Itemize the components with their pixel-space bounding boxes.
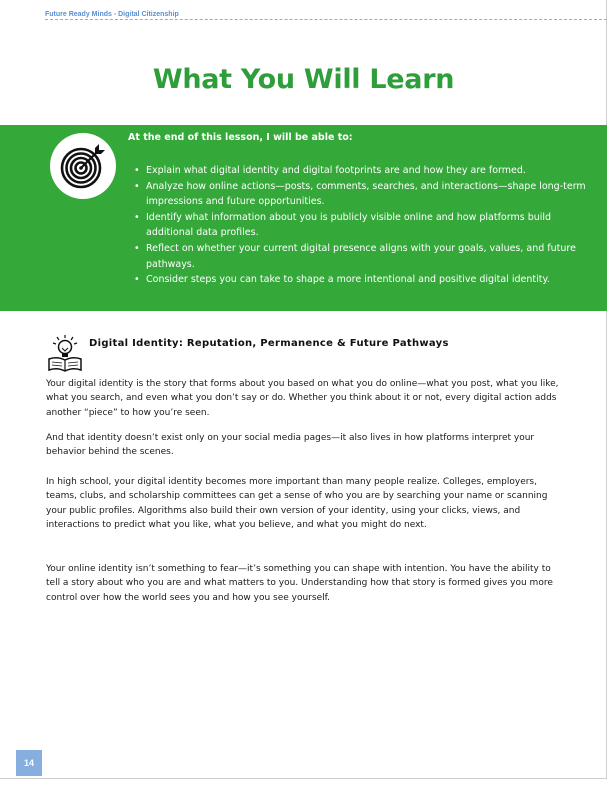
header-divider: [45, 19, 607, 20]
target-icon-badge: [50, 133, 116, 199]
body-paragraph: And that identity doesn’t exist only on your social media pages—it also lives in how platforms interpret your behavior behind the scenes.: [46, 433, 535, 458]
objectives-intro: At the end of this lesson, I will be able to:: [128, 132, 353, 143]
page-title: What You Will Learn: [152, 64, 455, 95]
body-paragraph: Your online identity isn’t something to fear—it’s something you can shape with intention. You have the ability to tell a story about who you are and what matters to you. Understanding how that story is formed gives you more control over how the world sees you and how you see yourself.: [46, 564, 553, 603]
section-heading: Digital Identity: Reputation, Permanence & Future Pathways: [89, 338, 449, 349]
body-paragraph: Your digital identity is the story that forms about you based on what you do online—what you post, what you like, what you search, and even what you don’t say or do. Whether you think about it or not, every digital action adds another “piece” to how you’re seen.: [46, 379, 559, 418]
objective-item: • Explain what digital identity and digital footprints are and how they are formed.: [134, 163, 589, 179]
running-header: Future Ready Minds - Digital Citizenship: [45, 11, 179, 18]
objective-item: • Identify what information about you is publicly visible online and how platforms build additional data profiles.: [134, 210, 589, 241]
page-number: 14: [16, 750, 42, 776]
body-paragraph: In high school, your digital identity becomes more important than many people realize. Colleges, employers, teams, clubs, and scholarship committees can get a sense of who you are by searching your name or scanning your public profiles. Algorithms also build their own version of your identity, using your clicks, views, and interactions to predict what you like, what you believe, and what you might do next.: [46, 477, 548, 530]
objective-item: • Reflect on whether your current digital presence aligns with your goals, values, and future pathways.: [134, 241, 589, 272]
lightbulb-book-icon: [46, 334, 84, 372]
target-icon: [59, 142, 107, 190]
objectives-list: [134, 163, 589, 288]
objective-item: • Analyze how online actions—posts, comments, searches, and interactions—shape long-term impressions and future opportunities.: [134, 179, 589, 210]
objective-item: • Consider steps you can take to shape a more intentional and positive digital identity.: [134, 272, 589, 288]
